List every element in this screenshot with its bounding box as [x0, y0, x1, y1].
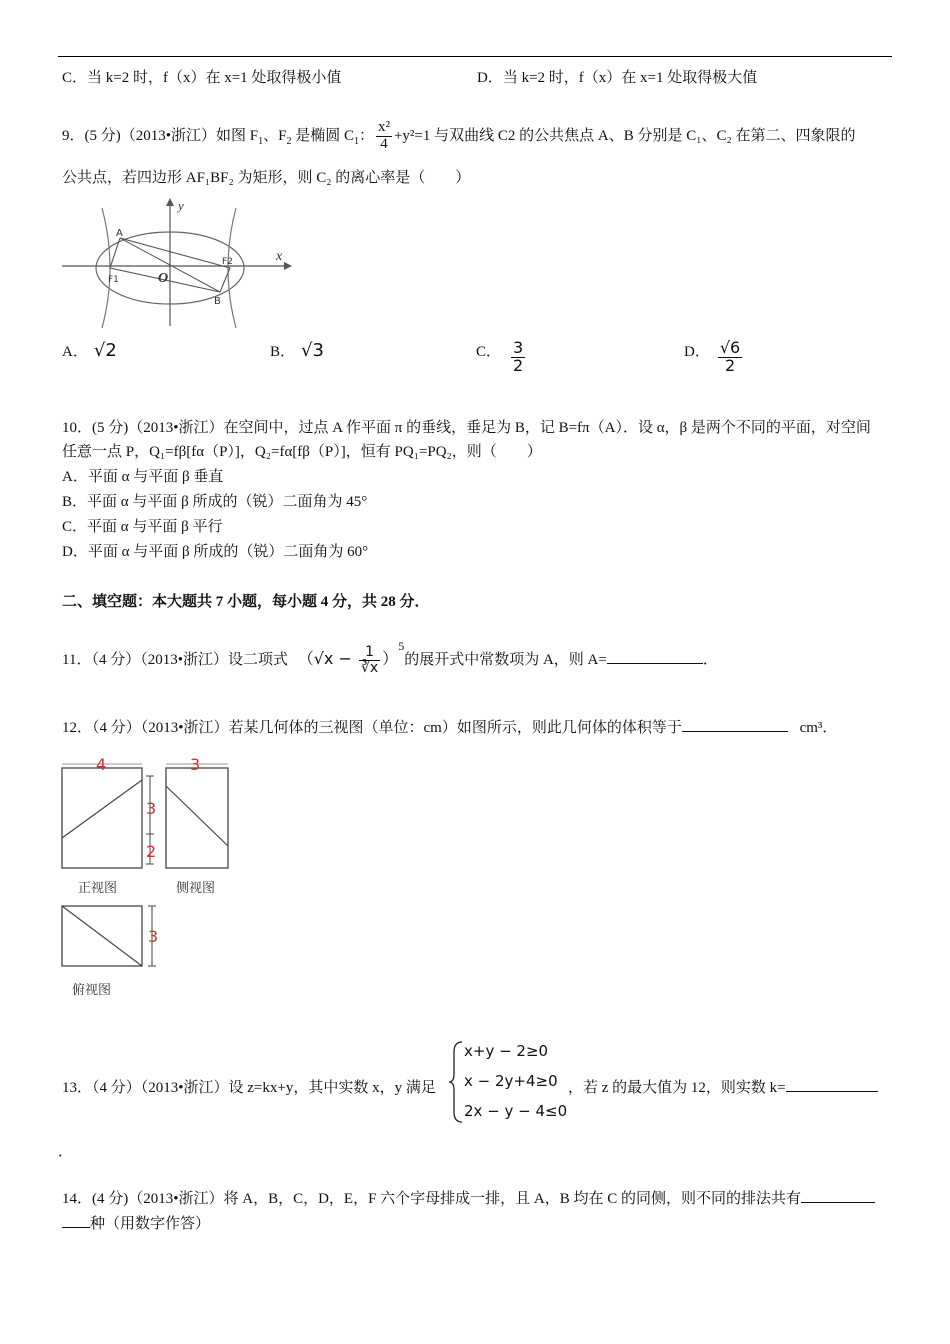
- q13-constraint-1: x+y − 2≥0: [464, 1042, 549, 1060]
- q13-tail: ，若 z 的最大值为 12，则实数 k=: [568, 1076, 878, 1097]
- y-axis-label: y: [178, 198, 184, 213]
- q14-answer-blank-1[interactable]: [801, 1202, 875, 1203]
- side-width-label: 3: [190, 756, 201, 774]
- q14-answer-blank-2[interactable]: [62, 1227, 90, 1228]
- q9-option-b: B． √3: [270, 340, 324, 361]
- q13-brace: [448, 1040, 464, 1124]
- q10-stem-line2: 任意一点 P，Q₁=fβ[fα（P）]，Q₂=fα[fβ（P）]，恒有 PQ₁=PQ₂，则（ ）: [62, 444, 542, 460]
- q9-stem-line1: 9．(5 分)（2013•浙江）如图 $F_1$、$F_2$ 是椭圆 $C_1$： $\frac{\text{x²}}{4}$ +y²=1 与双曲线 C2 的公共焦点 A、B 分别是 C₁、C₂ 在第二、四象限的: [62, 119, 856, 153]
- q10-option-a: A．平面 α 与平面 β 垂直: [62, 469, 224, 485]
- q10-option-b: B．平面 α 与平面 β 所成的（锐）二面角为 45°: [62, 494, 368, 510]
- q13-constraint-3: 2x − y − 4≤0: [464, 1102, 568, 1120]
- q10-option-c: C．平面 α 与平面 β 平行: [62, 519, 223, 535]
- top-rule: [58, 56, 892, 57]
- q9-stem-line2: 公共点，若四边形 AF₁BF₂ 为矩形，则 C₂ 的离心率是（ ）: [62, 170, 471, 186]
- focus-f2-label: F2: [222, 257, 233, 267]
- point-a-label: A: [116, 228, 123, 239]
- front-width-label: 4: [96, 756, 107, 774]
- q13-answer-blank[interactable]: [786, 1091, 878, 1092]
- front-view-diagonal: [62, 780, 142, 838]
- x-axis-arrow: [284, 262, 292, 270]
- q12-answer-blank[interactable]: [682, 731, 788, 732]
- q13-stem: 13．（4 分）（2013•浙江）设 z=kx+y，其中实数 x，y 满足: [62, 1080, 436, 1096]
- focus-f1-label: F1: [108, 275, 119, 285]
- height-3-label: 3: [146, 799, 157, 818]
- q9-option-a: A． √2: [62, 340, 117, 361]
- q9-option-d: D． $\frac{√6}{2}$: [684, 338, 741, 375]
- q10-stem-line1: 10．(5 分)（2013•浙江）在空间中，过点 A 作平面 π 的垂线，垂足为 B，记 B=fπ（A）．设 α，β 是两个不同的平面，对空间: [62, 420, 871, 436]
- side-view-diagonal: [166, 786, 228, 846]
- q10-option-d: D．平面 α 与平面 β 所成的（锐）二面角为 60°: [62, 544, 369, 560]
- ellipse-hyperbola-figure: [58, 196, 298, 330]
- q9-option-c: C． $\frac{3}{2}$: [476, 338, 524, 375]
- q9-fraction: $\frac{\text{x²}}{4}$: [377, 119, 390, 153]
- q12-stem: 12．（4 分）（2013•浙江）若某几何体的三视图（单位：cm）如图所示，则此几何体的体积等于 cm³．: [62, 720, 838, 736]
- side-view-caption: 侧视图: [176, 881, 216, 896]
- top-view-diagonal: [62, 906, 142, 966]
- origin-label: O: [158, 271, 169, 286]
- q13-dot: ．: [58, 1144, 74, 1160]
- x-axis-label: x: [276, 249, 283, 264]
- top-height-label: 3: [148, 927, 159, 946]
- q11-answer-blank[interactable]: [607, 663, 703, 664]
- q8-option-c: C．当 k=2 时，f（x）在 x=1 处取得极小值: [62, 70, 342, 86]
- q11-stem: 11．（4 分）（2013•浙江）设二项式 （√x − $\frac{1}{∛x}$ ）$^5$的展开式中常数项为 A，则 A= ．: [62, 639, 718, 677]
- three-view-figure: [56, 756, 236, 1006]
- y-axis-arrow: [166, 198, 174, 206]
- q13-constraint-2: x − 2y+4≥0: [464, 1072, 558, 1090]
- hyperbola-left-branch: [102, 208, 110, 328]
- side-view-rect: [166, 768, 228, 868]
- height-2-label: 2: [146, 842, 157, 861]
- point-b-label: B: [214, 296, 221, 307]
- q8-option-d: D．当 k=2 时，f（x）在 x=1 处取得极大值: [477, 70, 758, 86]
- q14-stem-line2: 种（用数字作答）: [62, 1212, 210, 1233]
- front-view-caption: 正视图: [78, 881, 118, 896]
- top-view-caption: 俯视图: [72, 983, 112, 998]
- front-view-rect: [62, 768, 142, 868]
- section2-title: 二、填空题：本大题共 7 小题，每小题 4 分，共 28 分．: [62, 594, 430, 610]
- q14-stem-line1: 14．(4 分)（2013•浙江）将 A，B，C，D，E，F 六个字母排成一排，且 A，B 均在 C 的同侧，则不同的排法共有: [62, 1187, 875, 1208]
